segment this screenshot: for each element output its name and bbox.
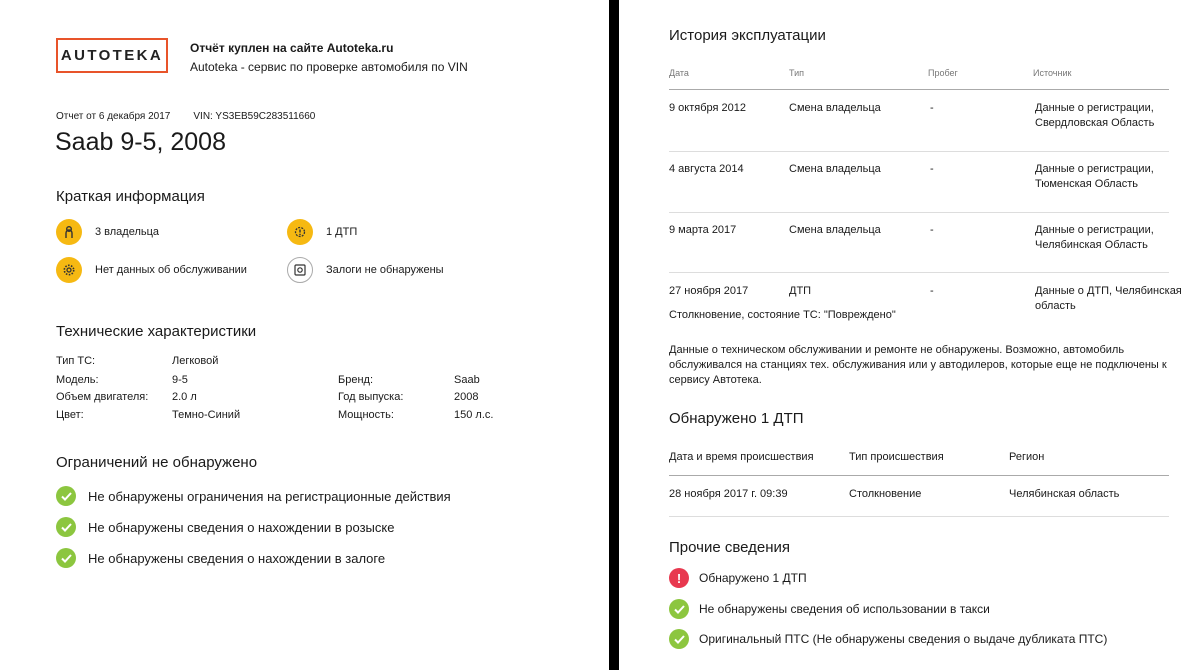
safe-icon [287,257,313,283]
spec-value: 150 л.с. [454,409,494,421]
gear-icon [56,257,82,283]
history-source: Данные о регистрации, [1035,102,1154,114]
history-type: ДТП [789,285,812,297]
other-item [669,568,807,588]
owners-icon [56,219,82,245]
restriction-item [56,517,394,537]
brand-title: Отчёт куплен на сайте Autoteka.ru [190,41,394,55]
summary-pledges [287,257,444,283]
report-meta [56,111,315,122]
divider [669,516,1169,517]
accident-col-type: Тип происшествия [849,451,944,463]
divider [669,151,1169,152]
accident-icon [287,219,313,245]
accident-region: Челябинская область [1009,488,1120,500]
history-source-region: Челябинская Область [1035,239,1148,251]
history-col-mileage: Пробег [928,68,958,78]
restrictions-heading: Ограничений не обнаружено [56,454,258,471]
spec-label: Бренд: [338,374,374,386]
other-text: Обнаружено 1 ДТП [699,571,807,585]
history-date: 9 октября 2012 [669,102,746,114]
history-mileage: - [930,224,934,236]
accident-col-region: Регион [1009,451,1045,463]
restriction-item [56,548,385,568]
spec-value: 2008 [454,391,479,403]
spec-label: Объем двигателя: [56,391,149,403]
brand-subtitle: Autoteka - сервис по проверке автомобиля по VIN [190,60,468,74]
accident-col-datetime: Дата и время происшествия [669,451,814,463]
history-date: 4 августа 2014 [669,163,744,175]
other-item [669,599,990,619]
other-heading: Прочие сведения [669,539,791,556]
car-title: Saab 9-5, 2008 [55,128,226,156]
spec-label: Год выпуска: [338,391,404,403]
summary-heading: Краткая информация [56,188,205,205]
history-type: Смена владельца [789,224,881,236]
other-text: Оригинальный ПТС (Не обнаружены сведения о выдаче дубликата ПТС) [699,632,1108,646]
restriction-text: Не обнаружены ограничения на регистрационные действия [88,488,451,504]
restriction-text: Не обнаружены сведения о нахождении в розыске [88,519,395,535]
spec-value: Легковой [172,355,219,367]
checkmark-icon [669,629,689,649]
other-item [669,629,1107,649]
restriction-item [56,486,451,506]
spec-label: Модель: [56,374,99,386]
history-mileage: - [930,102,934,114]
history-heading: История эксплуатации [669,27,826,44]
divider [669,272,1169,273]
summary-service-text: Нет данных об обслуживании [95,264,247,276]
summary-accidents [287,219,357,245]
history-mileage: - [930,163,934,175]
history-col-date: Дата [669,68,689,78]
history-col-source: Источник [1033,68,1072,78]
checkmark-icon [56,486,76,506]
history-source: Данные о ДТП, Челябинская [1035,285,1182,297]
history-source: Данные о регистрации, [1035,163,1154,175]
summary-owners [56,219,159,245]
report-date: Отчет от 6 декабря 2017 [56,111,171,122]
history-source-region: Тюменская Область [1035,178,1138,190]
spec-label: Тип ТС: [56,355,96,367]
autoteka-logo[interactable]: AUTOTEKA [56,38,168,73]
history-source-region: область [1035,300,1076,312]
summary-owners-text: 3 владельца [95,226,160,238]
spec-label: Цвет: [56,409,84,421]
history-date: 9 марта 2017 [669,224,737,236]
vin-number: VIN: YS3EB59C283511660 [193,111,316,122]
other-text: Не обнаружены сведения об использовании в такси [699,602,990,616]
divider [669,475,1169,476]
history-type: Смена владельца [789,163,881,175]
spec-value: 2.0 л [172,391,197,403]
accidents-heading: Обнаружено 1 ДТП [669,410,804,427]
spec-label: Мощность: [338,409,394,421]
summary-pledges-text: Залоги не обнаружены [326,264,444,276]
checkmark-icon [56,517,76,537]
history-col-type: Тип [789,68,805,78]
divider [669,89,1169,90]
history-mileage: - [930,285,934,297]
divider [669,212,1169,213]
history-source-region: Свердловская Область [1035,117,1155,129]
checkmark-icon [56,548,76,568]
service-note: Данные о техническом обслуживании и ремонте не обнаружены. Возможно, автомобиль обслуживался на станциях тех. обслуживания или у автодилеров, которые еще не подключены к сервису Автотека. [669,344,1167,386]
history-date: 27 ноября 2017 [669,285,749,297]
accident-datetime: 28 ноября 2017 г. 09:39 [669,488,788,500]
alert-icon: ! [669,568,689,588]
history-source: Данные о регистрации, [1035,224,1154,236]
restriction-text: Не обнаружены сведения о нахождении в залоге [88,550,386,566]
history-type: Смена владельца [789,102,881,114]
spec-value: 9-5 [172,374,188,386]
summary-service [56,257,247,283]
collision-note: Столкновение, состояние ТС: "Повреждено" [669,309,896,321]
report-page-right [619,0,1200,670]
summary-accidents-text: 1 ДТП [326,226,358,238]
spec-value: Темно-Синий [172,409,241,421]
checkmark-icon [669,599,689,619]
spec-value: Saab [454,374,480,386]
accident-type: Столкновение [849,488,922,500]
specs-heading: Технические характеристики [56,323,257,340]
